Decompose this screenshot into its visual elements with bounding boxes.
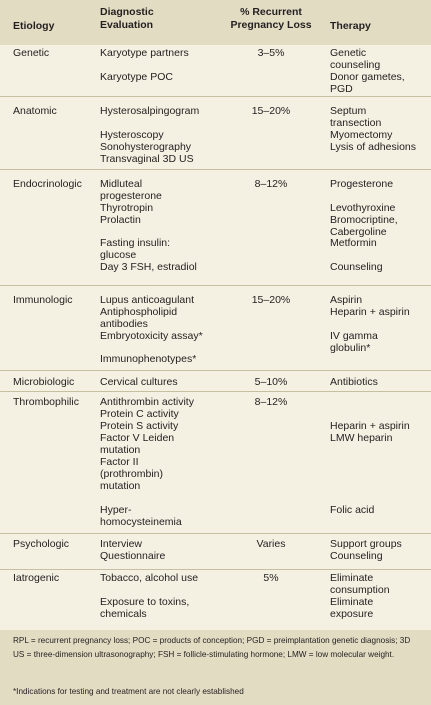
table-row	[0, 371, 431, 392]
table-row	[0, 286, 431, 371]
diagnostic-item: Fasting insulin: glucose	[100, 237, 171, 261]
loss-cell: 15–20%	[251, 294, 291, 306]
diagnostic-item: Hyper- homocysteinemia	[100, 504, 182, 528]
header-recurrent-loss: % Recurrent Pregnancy Loss	[230, 6, 312, 31]
loss-cell: 5%	[263, 572, 279, 584]
table-row	[0, 170, 431, 286]
therapy-item: Eliminate exposure	[330, 596, 374, 620]
asterisk-footnote: *Indications for testing and treatment are not clearly established	[13, 687, 244, 696]
therapy-item: Folic acid	[330, 504, 375, 516]
diagnostic-item: Cervical cultures	[100, 376, 178, 388]
abbreviations-footnote: RPL = recurrent pregnancy loss; POC = products of conception; PGD = preimplantation genetic diagnosis; 3D US = three-dimension ultrasonography; FSH = follicle-stimulating hormone; LMW = low molecular weight.	[13, 636, 411, 659]
diagnostic-item: Hysterosalpingogram	[100, 105, 200, 117]
etiology-cell: Psychologic	[13, 538, 70, 550]
etiology-cell: Endocrinologic	[13, 178, 82, 190]
therapy-item: Eliminate consumption	[330, 572, 390, 596]
header-therapy: Therapy	[330, 20, 371, 32]
therapy-item: Genetic counseling	[330, 47, 381, 71]
etiology-cell: Immunologic	[13, 294, 73, 306]
etiology-cell: Genetic	[13, 47, 50, 59]
therapy-item: Aspirin	[330, 294, 363, 306]
diagnostic-item: Day 3 FSH, estradiol	[100, 261, 197, 273]
header-diagnostic-evaluation: Diagnostic Evaluation	[100, 6, 154, 31]
etiology-cell: Microbiologic	[13, 376, 75, 388]
diagnostic-item: Transvaginal 3D US	[100, 153, 194, 165]
table-row	[0, 392, 431, 534]
diagnostic-item: Factor V Leiden mutation	[100, 432, 175, 456]
diagnostic-item: Antithrombin activity	[100, 396, 194, 408]
etiology-cell: Thrombophilic	[13, 396, 79, 408]
etiology-cell: Anatomic	[13, 105, 57, 117]
loss-cell: Varies	[256, 538, 286, 550]
therapy-item: Myomectomy	[330, 129, 393, 141]
loss-cell: 8–12%	[254, 396, 288, 408]
table-row	[0, 45, 431, 97]
diagnostic-item: Interview	[100, 538, 143, 550]
therapy-item: Heparin + aspirin	[330, 420, 410, 432]
therapy-item: Antibiotics	[330, 376, 378, 388]
diagnostic-item: Karyotype POC	[100, 71, 173, 83]
therapy-item: Heparin + aspirin	[330, 306, 410, 318]
loss-cell: 8–12%	[254, 178, 288, 190]
therapy-item: LMW heparin	[330, 432, 393, 444]
therapy-item: Progesterone	[330, 178, 394, 190]
diagnostic-item: Embryotoxicity assay*	[100, 330, 203, 342]
therapy-item: Donor gametes, PGD	[330, 71, 405, 95]
loss-cell: 15–20%	[251, 105, 291, 117]
diagnostic-item: Karyotype partners	[100, 47, 189, 59]
therapy-item: Levothyroxine	[330, 202, 396, 214]
therapy-item: IV gamma globulin*	[330, 330, 378, 354]
header-etiology: Etiology	[13, 20, 55, 32]
table-row	[0, 534, 431, 570]
diagnostic-item: Antiphospholipid antibodies	[100, 306, 178, 330]
diagnostic-item: Midluteal progesterone	[100, 178, 162, 202]
diagnostic-item: Hysteroscopy	[100, 129, 164, 141]
diagnostic-item: Protein C activity	[100, 408, 179, 420]
diagnostic-item: Exposure to toxins, chemicals	[100, 596, 190, 620]
table-header	[0, 0, 431, 45]
diagnostic-item: Immunophenotypes*	[100, 353, 197, 365]
diagnostic-item: Factor II (prothrombin) mutation	[100, 456, 164, 492]
diagnostic-item: Prolactin	[100, 214, 141, 226]
diagnostic-item: Sonohysterography	[100, 141, 192, 153]
therapy-item: Bromocriptine, Cabergoline	[330, 214, 398, 238]
loss-cell: 3–5%	[257, 47, 285, 59]
therapy-item: Lysis of adhesions	[330, 141, 416, 153]
diagnostic-item: Tobacco, alcohol use	[100, 572, 199, 584]
diagnostic-item: Questionnaire	[100, 550, 166, 562]
therapy-item: Septum transection	[330, 105, 382, 129]
table-row	[0, 97, 431, 170]
loss-cell: 5–10%	[254, 376, 288, 388]
diagnostic-item: Protein S activity	[100, 420, 179, 432]
therapy-item: Counseling	[330, 261, 383, 273]
diagnostic-item: Thyrotropin	[100, 202, 154, 214]
diagnostic-item: Lupus anticoagulant	[100, 294, 194, 306]
etiology-cell: Iatrogenic	[13, 572, 60, 584]
table-row	[0, 570, 431, 630]
therapy-item: Metformin	[330, 237, 377, 249]
therapy-item: Counseling	[330, 550, 383, 562]
table-footnotes	[0, 630, 431, 705]
therapy-item: Support groups	[330, 538, 402, 550]
